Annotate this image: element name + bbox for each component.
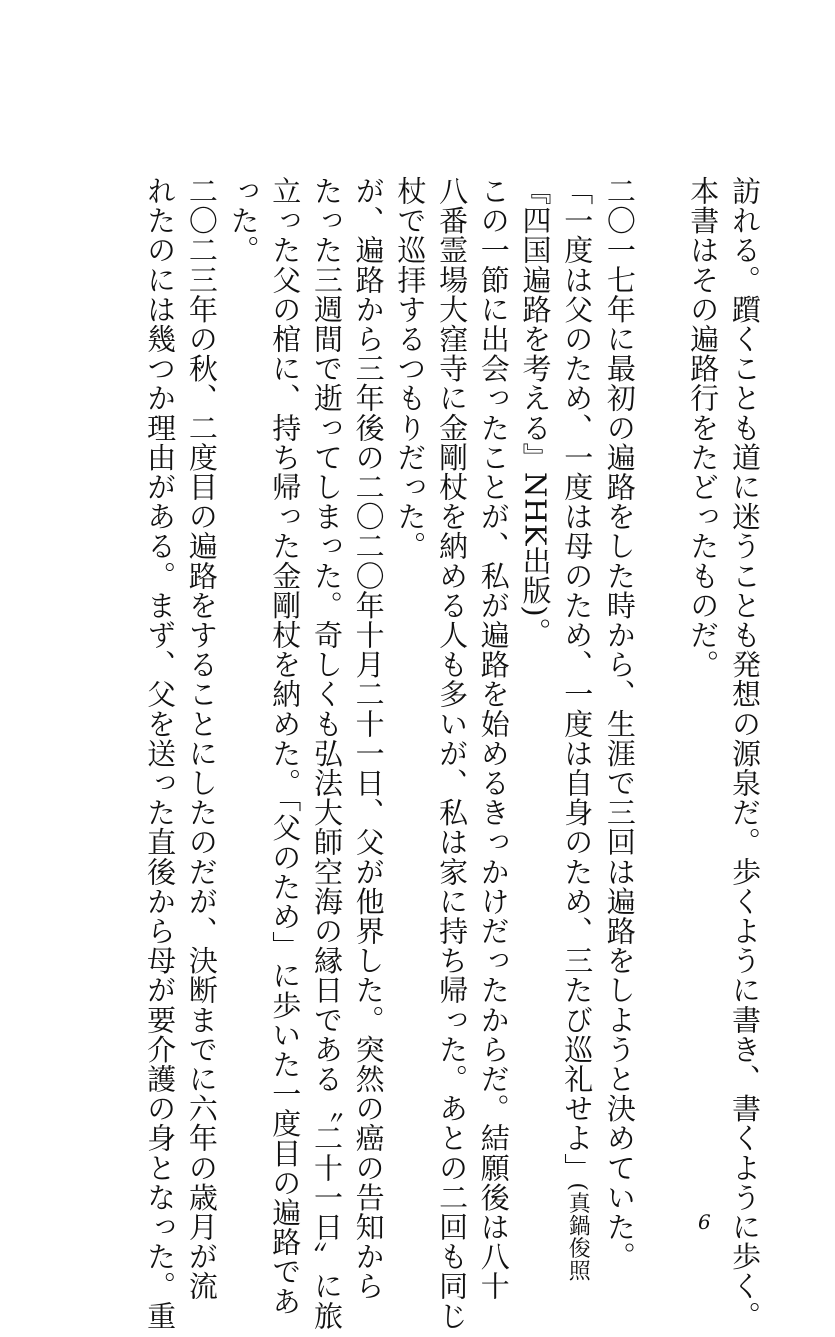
text-line: 立った父の棺に、持ち帰った金剛杖を納めた。「父のため」に歩いた一度目の遍路であ (268, 176, 303, 1316)
text-line: 八番霊場大窪寺に金剛杖を納める人も多いが、私は家に持ち帰った。あとの二回も同じ (435, 176, 470, 1331)
page-number: 6 (698, 1210, 711, 1234)
text-line: 二〇一七年に最初の遍路をした時から、生涯で三回は遍路をしようと決めていた。 (602, 176, 637, 1272)
text-line: 杖で巡拝するつもりだった。 (393, 176, 428, 561)
text-line: この一節に出会ったことが、私が遍路を始めるきっかけだったからだ。結願後は八十 (476, 176, 511, 1301)
text-line: った。 (226, 176, 261, 265)
quote-text: 「一度は父のため、一度は母のため、一度は自身のため、三たび巡礼せよ」 (560, 176, 595, 1183)
blank-line (640, 176, 682, 1206)
text-line-with-citation (555, 176, 598, 1282)
text-line: が、遍路から三年後の二〇二〇年十月二十一日、父が他界した。突然の癌の告知から (351, 176, 386, 1301)
vertical-body-text (143, 176, 765, 1331)
text-line: たった三週間で逝ってしまった。奇しくも弘法大師空海の縁日である〝二十一日〟に旅 (309, 176, 344, 1331)
citation-author: (真鍋俊照 (565, 1182, 591, 1282)
text-line: 本書はその遍路行をたどったものだ。 (686, 176, 721, 680)
text-line: 二〇二三年の秋、二度目の遍路をすることにしたのだが、決断までに六年の歳月が流 (184, 176, 219, 1301)
text-line: 訪れる。躓くことも道に迷うことも発想の源泉だ。歩くように書き、書くように歩く。 (728, 176, 762, 1331)
text-line: 『四国遍路を考える』NHK出版)。 (518, 176, 553, 647)
text-line: れたのには幾つか理由がある。まず、父を送った直後から母が要介護の身となった。重 (143, 176, 178, 1331)
